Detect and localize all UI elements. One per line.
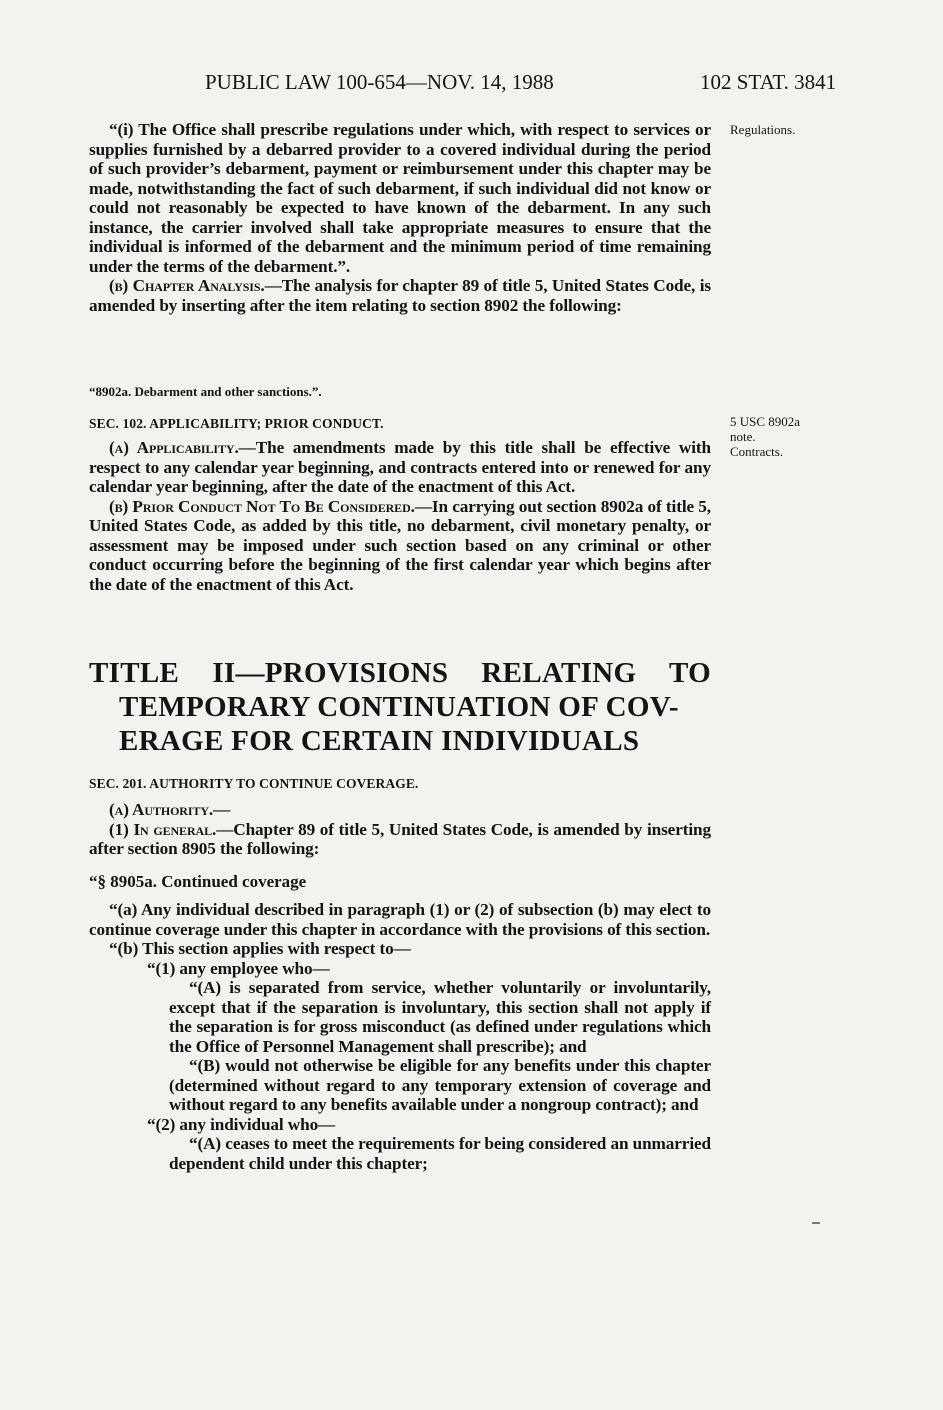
chapter-analysis-text: —The analysis for chapter 89 of title 5, United States Code, is amended by inserting after the item relating to section 8902 the following: (89, 276, 711, 315)
sec-201-heading: SEC. 201. AUTHORITY TO CONTINUE COVERAGE. (89, 776, 419, 791)
sec-102-a-label: (a) Applicability. (109, 438, 239, 457)
sec-102-b (89, 497, 711, 595)
code-subparagraph-b1A: “(A) is separated from service, whether voluntarily or involuntarily, except that if the separation is involuntary, this section shall not apply if the separation is for gross misconduct (as defined under regulations which the Office of Personnel Management shall prescribe); and (169, 978, 711, 1056)
chapter-analysis-label: (b) Chapter Analysis. (109, 276, 265, 295)
item-8902a-block (89, 384, 711, 400)
title-ii-line1: TITLE II—PROVISIONS RELATING TO (89, 657, 711, 689)
sec-102-b-label: (b) Prior Conduct Not To Be Considered. (109, 496, 415, 516)
margin-note-regulations: Regulations. (730, 122, 796, 137)
code-subparagraph-b1B: “(B) would not otherwise be eligible for any benefits under this chapter (determined without regard to any temporary extension of coverage and without regard to any benefits available under a nongroup contract); and (169, 1056, 711, 1114)
section-201 (89, 776, 711, 859)
sec-201-a1 (51, 820, 711, 859)
sec-201-a1-label: (1) In general. (109, 819, 217, 839)
code-section-8905a (89, 872, 711, 1173)
code-subsection-a: “(a) Any individual described in paragraph (1) or (2) of subsection (b) may elect to continue coverage under this chapter in accordance with the provisions of this section. (89, 900, 711, 939)
sec-102-a-text: —The amendments made by this title shall be effective with respect to any calendar year beginning, and contracts entered into or renewed for any calendar year beginning, after the date of the enactment of this Act. (89, 438, 711, 496)
code-section-heading: “§ 8905a. Continued coverage (89, 872, 307, 891)
sec-102-heading: SEC. 102. APPLICABILITY; PRIOR CONDUCT. (89, 416, 384, 431)
margin-note-usc-line1: 5 USC 8902a (730, 414, 801, 429)
sec-201-a1-text: —Chapter 89 of title 5, United States Code, is amended by inserting after section 8905 the following: (89, 819, 711, 858)
paragraph-chapter-analysis (89, 276, 711, 315)
scan-mark (812, 1222, 820, 1224)
sec-102-a (89, 438, 711, 497)
subsection-i (89, 120, 711, 315)
code-paragraph-b1: “(1) any employee who— (147, 958, 330, 978)
item-8902a: “8902a. Debarment and other sanctions.”. (89, 384, 322, 399)
title-ii-heading (89, 656, 711, 758)
header-stat-page: 102 STAT. 3841 (700, 70, 837, 94)
header-law-title: PUBLIC LAW 100-654—NOV. 14, 1988 (205, 70, 554, 94)
margin-note-contracts: Contracts. (730, 444, 784, 459)
margin-note-usc (730, 414, 800, 459)
title-ii-line3: ERAGE FOR CERTAIN INDIVIDUALS (119, 725, 640, 757)
code-subparagraph-b2A: “(A) ceases to meet the requirements for being considered an unmarried dependent child under this chapter; (169, 1134, 711, 1173)
code-paragraph-b2: “(2) any individual who— (147, 1114, 336, 1134)
sec-201-a-label: (a) Authority.— (109, 800, 231, 819)
sec-102-b-text: —In carrying out section 8902a of title 5, United States Code, as added by this title, no debarment, civil monetary penalty, or assessment may be imposed under such section based on any criminal or other conduct occurring before the beginning of the first calendar year which begins after the date of the enactment of this Act. (89, 496, 711, 594)
section-102 (89, 416, 711, 594)
margin-note-usc-line2: note. (730, 429, 756, 444)
page-header (0, 70, 943, 100)
paragraph-i: “(i) The Office shall prescribe regulations under which, with respect to services or supplies furnished by a debarred provider to a covered individual during the period of such provider’s debarment, payment or reimbursement under this chapter may be made, notwithstanding the fact of such debarment, if such individual did not know or could not reasonably be expected to have known of the debarment. In any such instance, the carrier involved shall take appropriate measures to ensure that the individual is informed of the debarment and the minimum period of time remaining under the terms of the debarment.”. (89, 120, 711, 276)
title-ii-line2: TEMPORARY CONTINUATION OF COV- (119, 691, 679, 723)
code-subsection-b: “(b) This section applies with respect to— (109, 939, 411, 958)
